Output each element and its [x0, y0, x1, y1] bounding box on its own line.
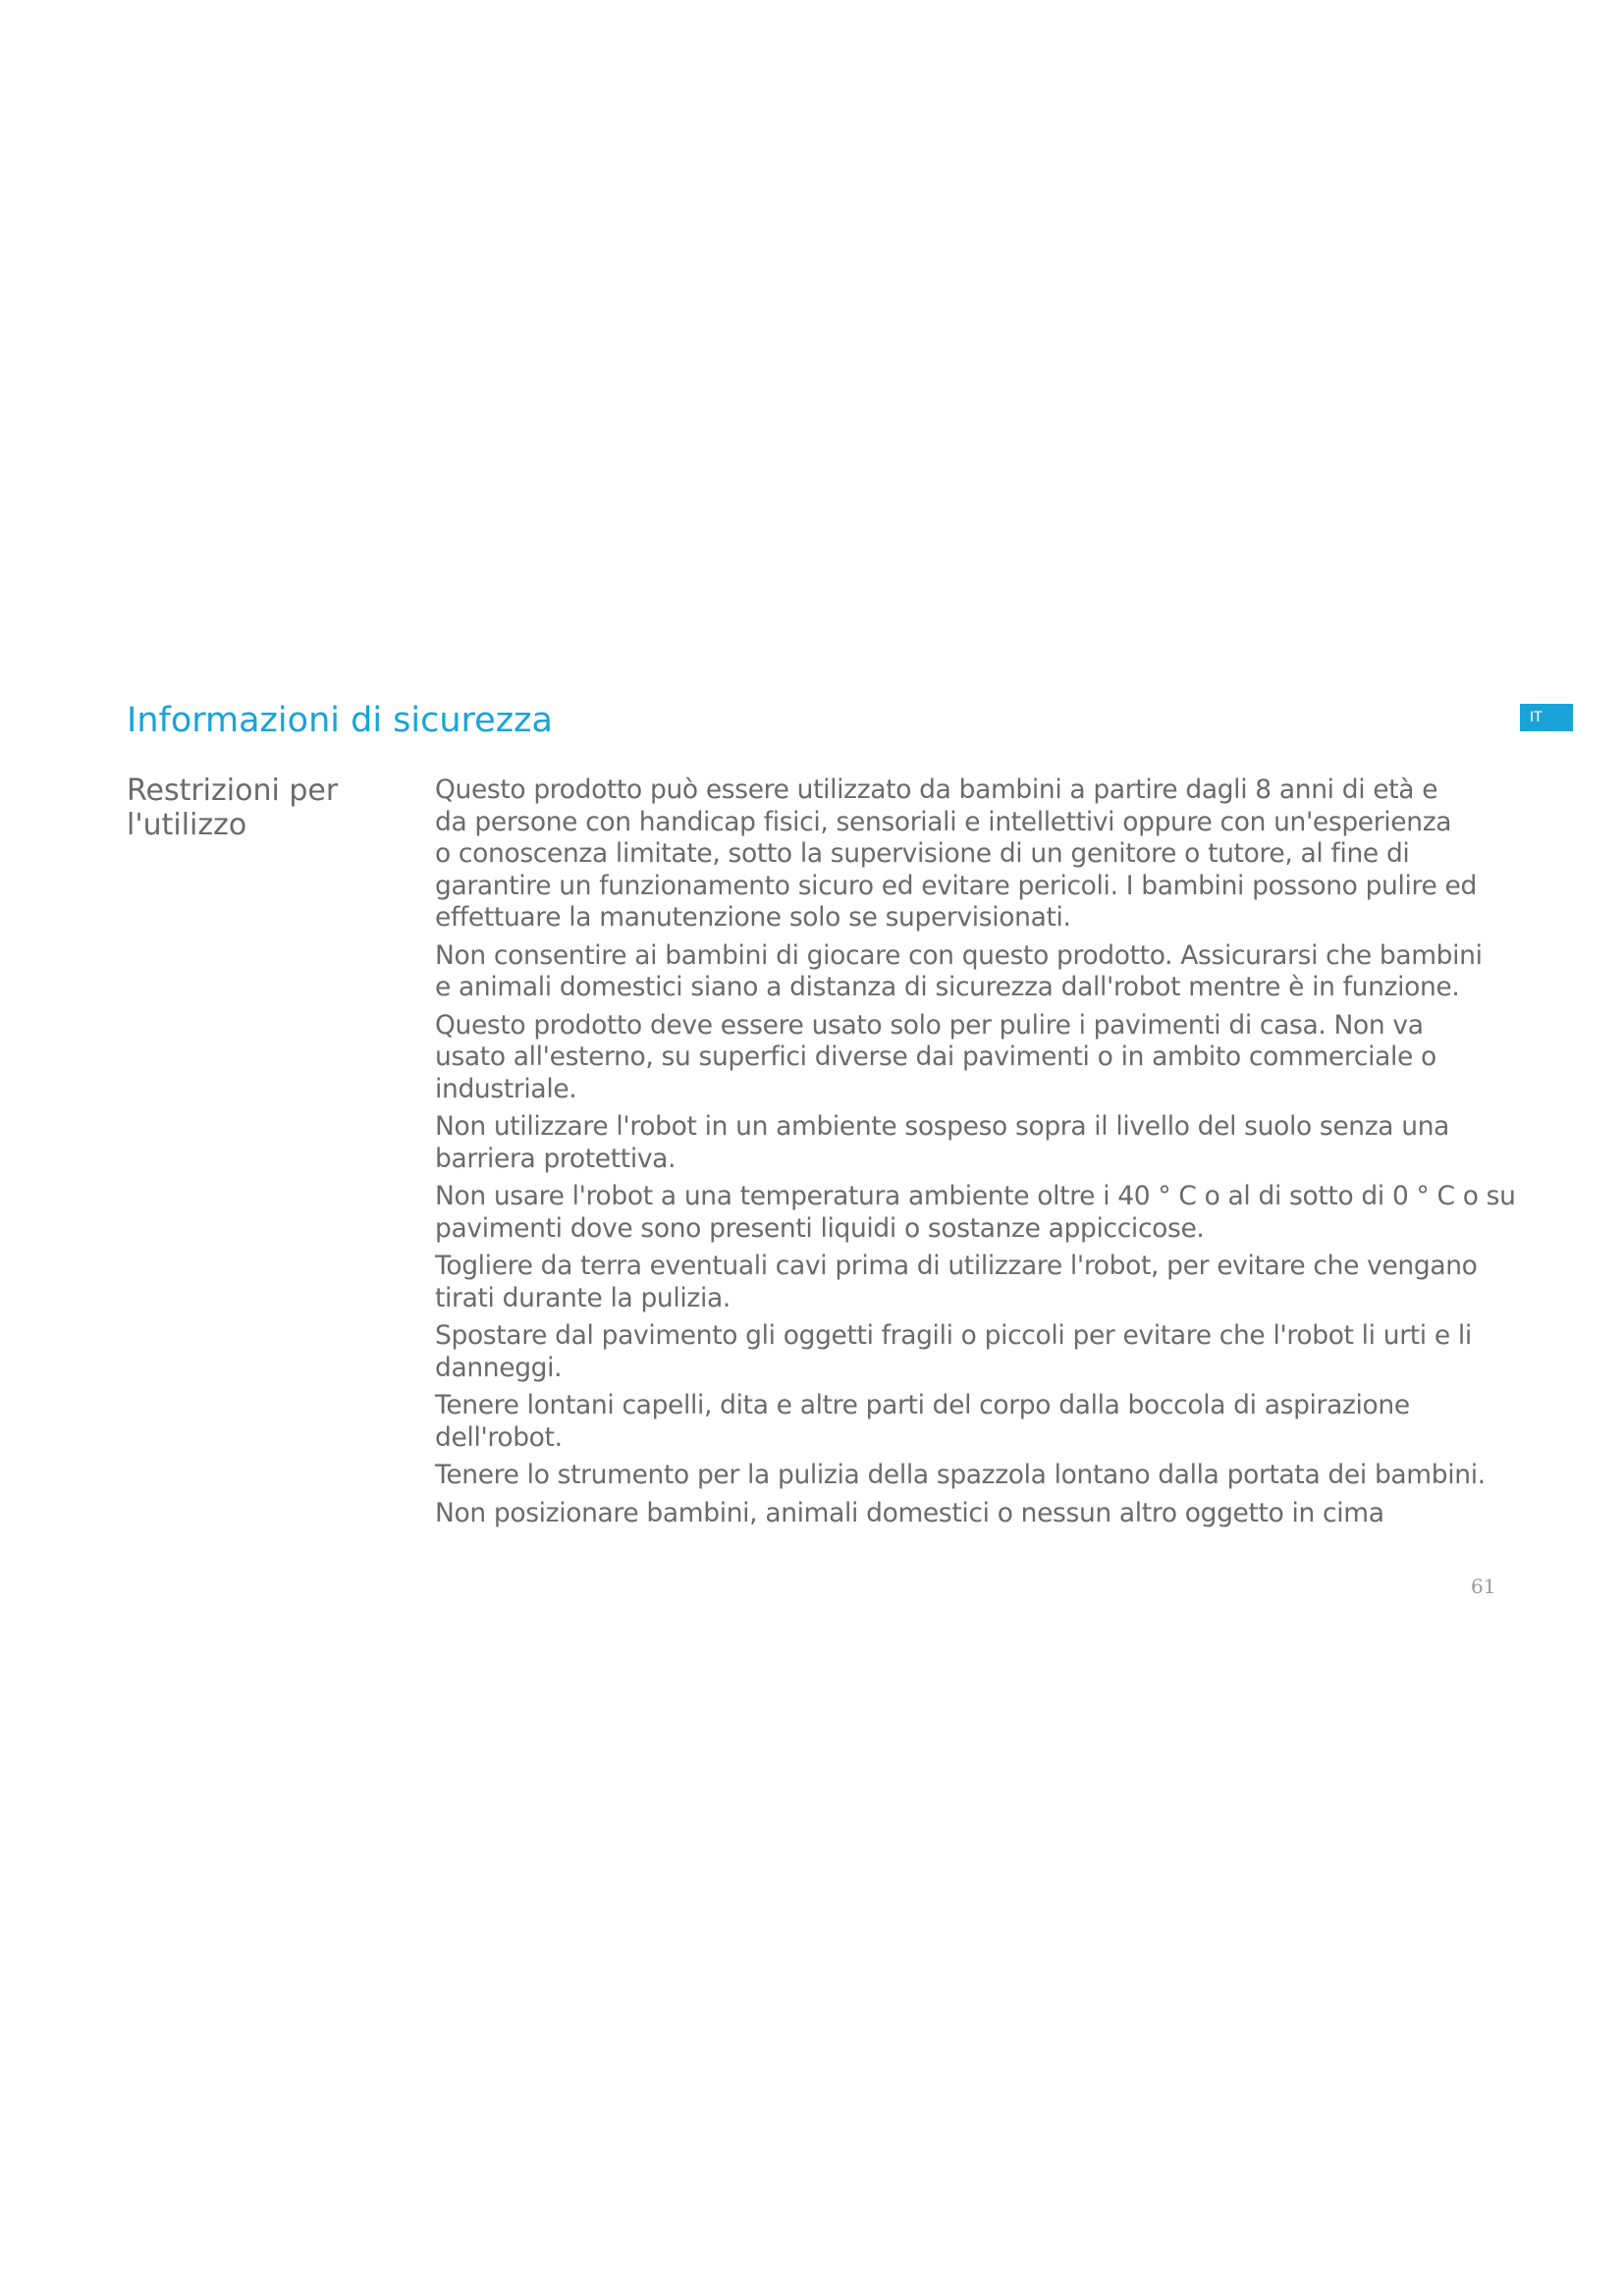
text-line: e animali domestici siano a distanza di sicurezza dall'robot mentre è in funzione. — [435, 972, 1460, 1002]
paragraph-indoor-use — [435, 1010, 1505, 1106]
text-line: Tenere lo strumento per la pulizia della spazzola lontano dalla portata dei bambini. — [435, 1460, 1486, 1490]
paragraph-nothing-on-top — [435, 1498, 1505, 1530]
text-line: Non usare l'robot a una temperatura ambiente oltre i 40 ° C o al di sotto di 0 ° C o su — [435, 1181, 1516, 1211]
paragraph-elevated-area — [435, 1111, 1505, 1175]
section-body — [435, 774, 1516, 1535]
text-line: industriale. — [435, 1073, 577, 1104]
text-line: pavimenti dove sono presenti liquidi o sostanze appiccicose. — [435, 1212, 1205, 1244]
text-line: dell'robot. — [435, 1421, 563, 1453]
text-line: o conoscenza limitate, sotto la supervisione di un genitore o tutore, al fine di — [435, 838, 1410, 869]
text-line: Togliere da terra eventuali cavi prima di utilizzare l'robot, per evitare che vengano — [435, 1251, 1478, 1281]
paragraph-children-play — [435, 940, 1505, 1004]
text-line: Non consentire ai bambini di giocare con questo prodotto. Assicurarsi che bambini — [435, 939, 1483, 971]
section-heading — [127, 774, 421, 842]
section-heading-line: Restrizioni per — [127, 774, 339, 808]
text-line: barriera protettiva. — [435, 1143, 677, 1174]
page-title: Informazioni di sicurezza — [127, 701, 553, 740]
text-line: Tenere lontani capelli, dita e altre parti del corpo dalla boccola di aspirazione — [435, 1390, 1410, 1420]
paragraph-temperature — [435, 1181, 1516, 1245]
language-tab: IT — [1520, 704, 1573, 731]
paragraph-fragile-objects — [435, 1320, 1505, 1384]
paragraph-supervision — [435, 774, 1505, 934]
text-line: Spostare dal pavimento gli oggetti fragili o piccoli per evitare che l'robot li urti e li — [435, 1320, 1472, 1351]
text-line: usato all'esterno, su superfici diverse dai pavimenti o in ambito commerciale o — [435, 1041, 1436, 1072]
text-line: tirati durante la pulizia. — [435, 1282, 731, 1313]
text-line: effettuare la manutenzione solo se supervisionati. — [435, 902, 1071, 933]
text-line: da persone con handicap fisici, sensoriali e intellettivi oppure con un'esperienza — [435, 806, 1452, 837]
text-line: Non posizionare bambini, animali domestici o nessun altro oggetto in cima — [435, 1497, 1384, 1528]
text-line: Questo prodotto può essere utilizzato da bambini a partire dagli 8 anni di età e — [435, 774, 1438, 805]
text-line: Non utilizzare l'robot in un ambiente sospeso sopra il livello del suolo senza una — [435, 1111, 1450, 1142]
text-line: danneggi. — [435, 1352, 563, 1383]
page-number: 61 — [1471, 1575, 1496, 1598]
paragraph-suction-inlet — [435, 1390, 1505, 1454]
paragraph-cables — [435, 1251, 1505, 1314]
section-heading-line: l'utilizzo — [127, 808, 247, 842]
text-line: Questo prodotto deve essere usato solo per pulire i pavimenti di casa. Non va — [435, 1009, 1424, 1041]
text-line: garantire un funzionamento sicuro ed evitare pericoli. I bambini possono pulire ed — [435, 870, 1477, 901]
paragraph-cleaning-tool — [435, 1460, 1505, 1492]
